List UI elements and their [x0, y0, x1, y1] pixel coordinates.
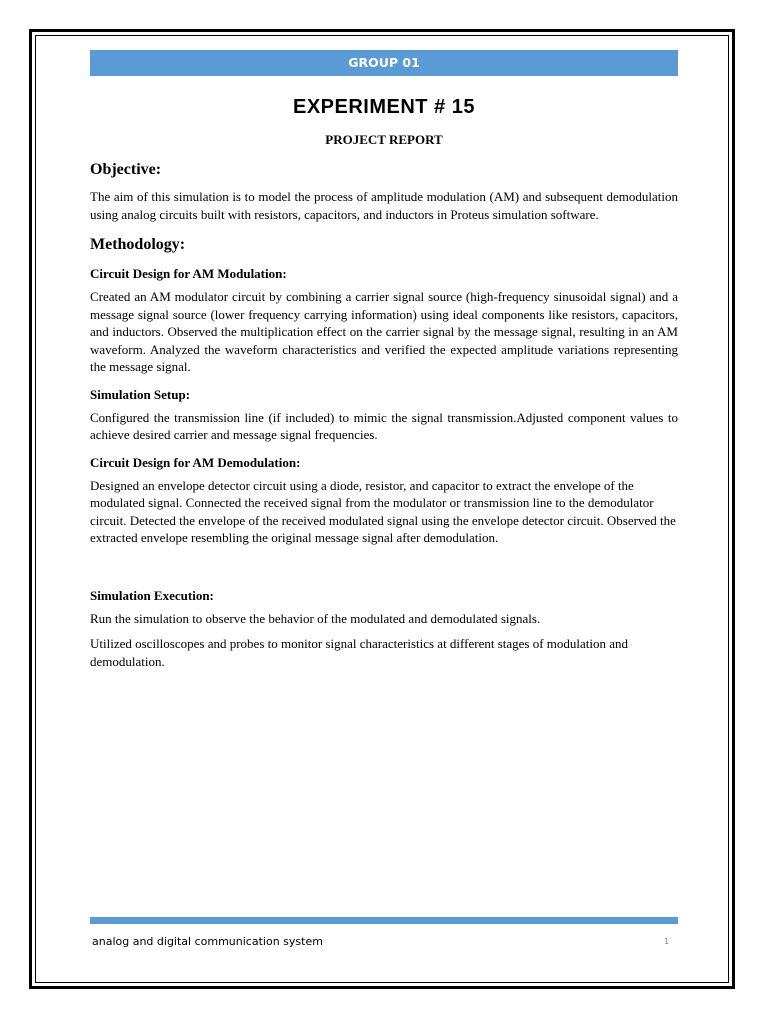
am-demodulation-heading: Circuit Design for AM Demodulation:	[90, 454, 301, 470]
report-subtitle: PROJECT REPORT	[325, 132, 443, 147]
methodology-heading: Methodology:	[90, 236, 186, 253]
am-modulation-heading: Circuit Design for AM Modulation:	[90, 266, 287, 281]
simulation-execution-heading: Simulation Execution:	[90, 587, 214, 603]
simulation-setup-heading: Simulation Setup:	[90, 386, 191, 402]
simulation-execution-paragraph-1: Run the simulation to observe the behavior of the modulated and demodulated signals.	[90, 610, 541, 626]
objective-heading: Objective:	[90, 161, 162, 178]
objective-paragraph: The aim of this simulation is to model the process of amplitude modulation (AM) and subsequent demodulation using analog circuits built with resistors, capacitors, and inductors in Proteus simulation software.	[90, 189, 678, 222]
am-demodulation-paragraph: Designed an envelope detector circuit using a diode, resistor, and capacitor to extract the envelope of the modulated signal. Connected the received signal from the modulator or transmission line to the demodulator circuit. Detected the envelope of the received modulated signal using the envelope detector circuit. Observed the extracted envelope resembling the original message signal after demodulation.	[90, 477, 676, 545]
group-header-bar: GROUP 01	[90, 50, 678, 76]
am-modulation-paragraph: Created an AM modulator circuit by combining a carrier signal source (high-frequency sinusoidal signal) and a message signal source (lower frequency carrying information) using ideal components like resistors, capacitors, and inductors. Observed the multiplication effect on the carrier signal by the message signal, resulting in an AM waveform. Analyzed the waveform characteristics and verified the expected amplitude variations representing the message signal.	[90, 289, 678, 374]
spacer	[90, 555, 678, 577]
experiment-title: EXPERIMENT # 15	[292, 96, 475, 118]
document-body	[90, 50, 678, 678]
page-number: 1	[664, 937, 670, 946]
simulation-execution-paragraph-2: Utilized oscilloscopes and probes to monitor signal characteristics at different stages of modulation and demodulation.	[90, 636, 629, 669]
simulation-setup-paragraph: Configured the transmission line (if included) to mimic the signal transmission.Adjusted component values to achieve desired carrier and message signal frequencies.	[90, 409, 678, 442]
footer-course-title: analog and digital communication system	[92, 935, 323, 948]
footer-accent-bar	[90, 917, 678, 924]
